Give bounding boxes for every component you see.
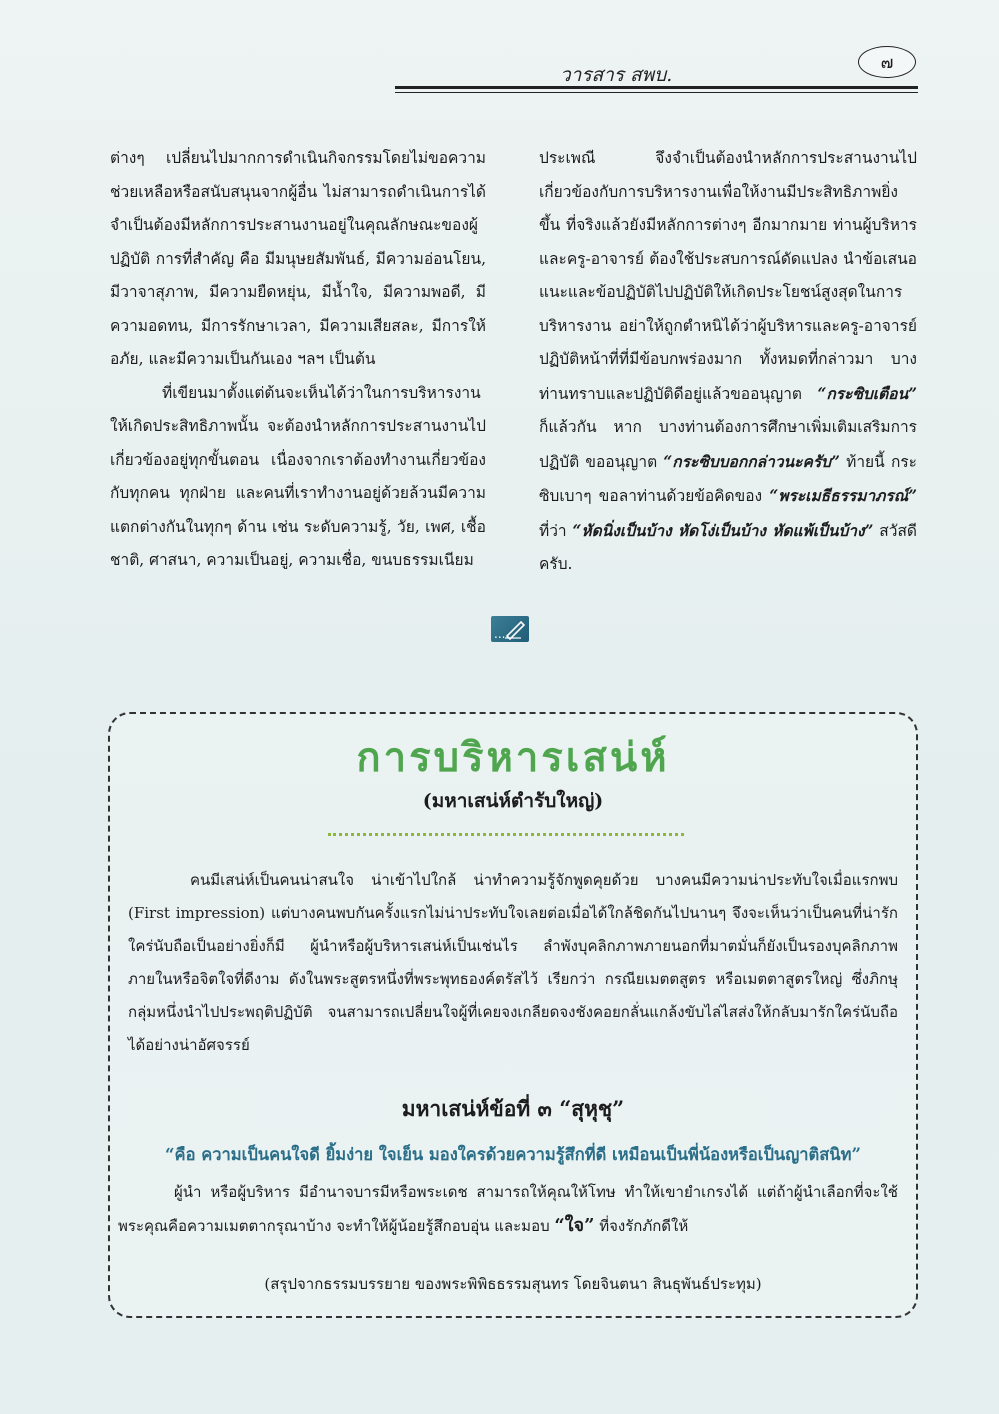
- pen-writing-icon: [491, 616, 529, 642]
- section-heading: มหาเสน่ห์ข้อที่ ๓ “สุหุชุ”: [401, 1096, 625, 1121]
- box-subtitle: (มหาเสน่ห์ตำรับใหญ่): [422, 790, 604, 812]
- box-text-2a: ผู้นำ หรือผู้บริหาร มีอำนาจบารมีหรือพระเดช สามารถให้คุณให้โทษ ทำให้เขายำเกรงได้ แต่ถ้าผู้นำเลือกที่จะใช้พระคุณคือความเมตตากรุณาบ้าง จะทำให้ผู้น้อยรู้สึกอบอุ่น และมอบ: [118, 1183, 898, 1235]
- right-text-5: สวัสดีครับ.: [539, 521, 917, 573]
- right-text-3: ท้ายนี้ กระซิบเบาๆ ขอลาท่านด้วยข้อคิดของ: [539, 452, 917, 505]
- box-body: [128, 864, 898, 1062]
- header-rule: [395, 86, 918, 89]
- source-credit: (สรุปจากธรรมบรรยาย ของพระพิพิธธรรมสุนทร โดยจินตนา สินธุพันธ์ประทุม): [264, 1275, 762, 1293]
- right-column: [539, 142, 917, 582]
- right-paragraph: [539, 142, 917, 582]
- dotted-divider: [328, 833, 684, 836]
- box-text-2b: ที่จงรักภักดีให้: [594, 1217, 689, 1235]
- journal-title: วารสาร สพบ.: [560, 64, 673, 86]
- box-paragraph-2: [118, 1176, 898, 1243]
- box-body-2: [118, 1176, 898, 1243]
- box-title: การบริหารเสน่ห์: [356, 735, 670, 781]
- right-text-1: ประเพณี จึงจำเป็นต้องนำหลักการประสานงานไปเกี่ยวข้องกับการบริหารงานเพื่อให้งานมีประสิทธิภาพยิ่งขึ้น ที่จริงแล้วยังมีหลักการต่างๆ อีกมากมาย ท่านผู้บริหารและครู-อาจารย์ ต้องใช้ประสบการณ์ดัดแปลง นำข้อเสนอแนะและข้อปฏิบัติไปปฏิบัติให้เกิดประโยชน์สูงสุดในการบริหารงาน อย่าให้ถูกตำหนิได้ว่าผู้บริหารและครู-อาจารย์ ปฏิบัติหน้าที่ที่มีข้อบกพร่องมาก ทั้งหมดที่กล่าวมา บางท่านทราบและปฏิบัติดีอยู่แล้วขออนุญาต: [539, 149, 917, 403]
- pen-icon-dots: ...: [494, 627, 506, 641]
- quote-heart: “ใจ”: [554, 1215, 595, 1236]
- left-paragraph-1: ต่างๆ เปลี่ยนไปมากการดำเนินกิจกรรมโดยไม่ขอความช่วยเหลือหรือสนับสนุนจากผู้อื่น ไม่สามารถดำเนินการได้ จำเป็นต้องมีหลักการประสานงานอยู่ในคุณลักษณะของผู้ปฏิบัติ การที่สำคัญ คือ มีมนุษยสัมพันธ์, มีความอ่อนโยน, มีวาจาสุภาพ, มีความยืดหยุ่น, มีน้ำใจ, มีความพอดี, มีความอดทน, มีการรักษาเวลา, มีความเสียสละ, มีการให้อภัย, และมีความเป็นกันเอง ฯลฯ เป็นต้น: [110, 149, 486, 368]
- left-paragraph-2: ที่เขียนมาตั้งแต่ต้นจะเห็นได้ว่าในการบริหารงานให้เกิดประสิทธิภาพนั้น จะต้องนำหลักการประสานงานไปเกี่ยวข้องอยู่ทุกขั้นตอน เนื่องจากเราต้องทำงานเกี่ยวข้องกับทุกคน ทุกฝ่าย และคนที่เราทำงานอยู่ด้วยล้วนมีความแตกต่างกันในทุกๆ ด้าน เช่น ระดับความรู้, วัย, เพศ, เชื้อชาติ, ศาสนา, ความเป็นอยู่, ความเชื่อ, ขนบธรรมเนียม: [110, 383, 486, 569]
- quote-monk-name: “พระเมธีธรรมาภรณ์”: [769, 486, 917, 505]
- box-paragraph: คนมีเสน่ห์เป็นคนน่าสนใจ น่าเข้าไปใกล้ น่าทำความรู้จักพูดคุยด้วย บางคนมีความน่าประทับใจเมื่อแรกพบ (First impression) แต่บางคนพบกันครั้งแรกไม่น่าประทับใจเลยต่อเมื่อได้ใกล้ชิดกันไปนานๆ จึงจะเห็นว่าเป็นคนที่น่ารักใคร่นับถือเป็นอย่างยิ่งก็มี ผู้นำหรือผู้บริหารเสน่ห์เป็นเช่นไร ลำพังบุคลิกภาพภายนอกที่มาตมั่นก็ยังเป็นรองบุคลิกภาพภายในหรือจิตใจที่ดีงาม ดังในพระสูตรหนึ่งที่พระพุทธองค์ตรัสไว้ เรียกว่า กรณียเมตตสูตร หรือเมตตาสูตรใหญ่ ซึ่งภิกษุกลุ่มหนึ่งนำไปประพฤติปฏิบัติ จนสามารถเปลี่ยนใจผู้ที่เคยจงเกลียดจงชังคอยกลั่นแกล้งขับไล่ไสส่งให้กลับมารักใคร่นับถือได้อย่างน่าอัศจรรย์: [128, 871, 898, 1054]
- left-column: [110, 142, 486, 578]
- right-text-2: ก็แล้วกัน หาก บางท่านต้องการศึกษาเพิ่มเติมเสริมการปฏิบัติ ขออนุญาต: [539, 418, 917, 471]
- header-rule-thin: [395, 92, 918, 93]
- section-quote: “คือ ความเป็นคนใจดี ยิ้มง่าย ใจเย็น มองใครด้วยความรู้สึกที่ดี เหมือนเป็นพี่น้องหรือเป็นญาติสนิท”: [165, 1145, 861, 1164]
- quote-whisper-tell: “กระซิบบอกกล่าวนะครับ”: [663, 451, 840, 471]
- right-text-4: ที่ว่า: [539, 521, 573, 540]
- quote-whisper-warning: “กระซิบเตือน”: [817, 383, 917, 403]
- quote-monk-saying: “หัดนิ่งเป็นบ้าง หัดโง่เป็นบ้าง หัดแพ้เป็นบ้าง”: [572, 520, 874, 540]
- page-number: ๗: [858, 46, 916, 78]
